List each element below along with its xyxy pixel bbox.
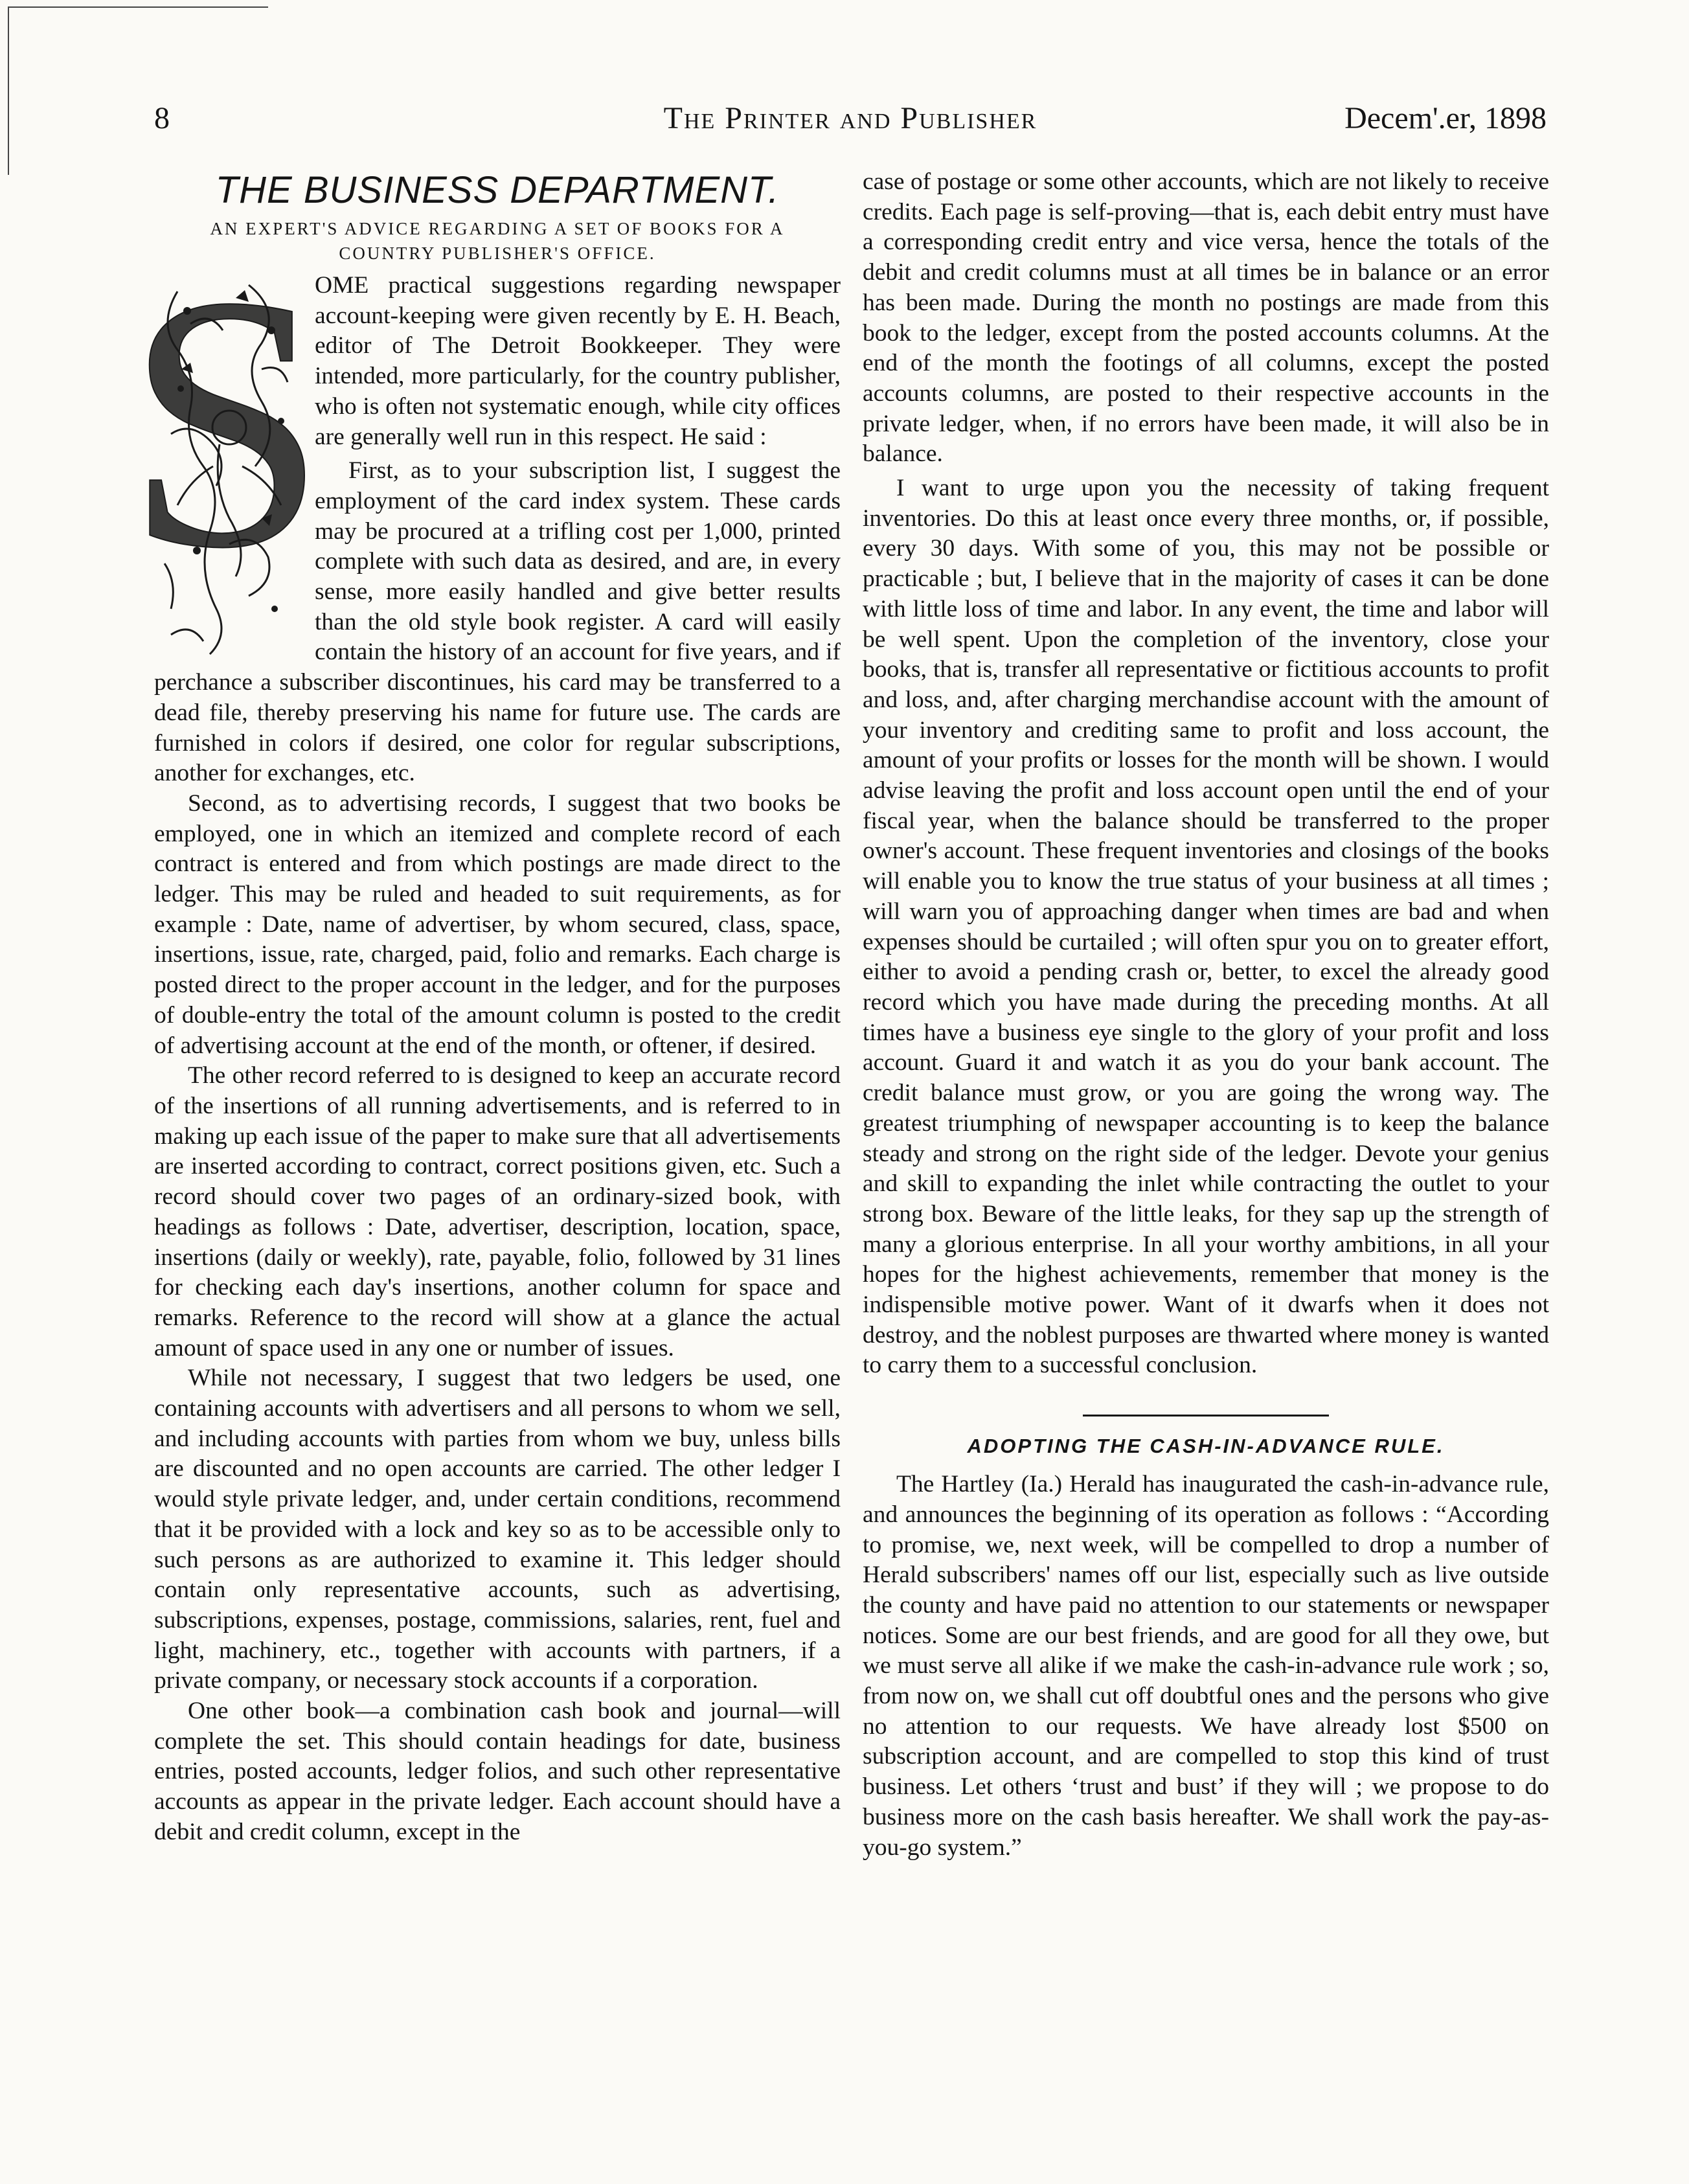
- publication-title: The Printer and Publisher: [663, 101, 1037, 135]
- page-number: 8: [154, 101, 170, 135]
- page-header: [154, 96, 1547, 141]
- scan-edge-top: [9, 6, 268, 8]
- section-divider: [1083, 1415, 1329, 1416]
- issue-date: Decem'.er, 1898: [1344, 101, 1547, 135]
- paragraph-4: The other record referred to is designed to keep an accurate record of the insertions of all running advertisements, and is referred to in making up each issue of the paper to make sure that all advertisements are inserted according to contract, correct positions given, etc. Such a record should cover two pages of an ordinary-sized book, with headings as follows : Date, advertiser, description, location, space, insertions (daily or weekly), rate, payable, folio, followed by 31 lines for checking each day's insertions, another column for space and remarks. Reference to the record will show at a glance the actual amount of space used in any one or number of issues.: [154, 1062, 841, 1361]
- paragraph-6-continued: case of postage or some other accounts, which are not likely to receive credits. Each page is self-proving—that is, each debit entry must have a corresponding credit entry and vice versa, hence the totals of the debit and credit columns must at all times be in balance or an error has been made. During the month no postings are made from this book to the ledger, except from the posted accounts columns. At the end of the month the footings of all columns, except the posted accounts columns, are posted to their respective accounts in the private ledger, when, if no errors have been made, it will also be in balance.: [863, 168, 1549, 468]
- article-subtitle: AN EXPERT'S ADVICE REGARDING A SET OF BOOKS FOR A COUNTRY PUBLISHER'S OFFICE.: [210, 219, 785, 263]
- paragraph-5: While not necessary, I suggest that two ledgers be used, one containing accounts with advertisers and all persons to whom we sell, and including accounts with parties from whom we buy, unless bills are discounted and no open accounts are carried. The other ledger I would style private ledger, and, under certain conditions, recommend that it be provided with a lock and key so as to be accessible only to such persons as are authorized to examine it. This ledger should contain only representative accounts, such as advertising, subscriptions, expenses, postage, commissions, salaries, rent, fuel and light, machinery, etc., together with accounts with partners, if a private company, or necessary stock accounts if a corporation.: [154, 1365, 841, 1694]
- left-column: [125, 167, 841, 1848]
- article-title: THE BUSINESS DEPARTMENT.: [215, 169, 780, 211]
- decorative-initial-s: [125, 222, 327, 661]
- scan-edge-left: [8, 6, 9, 175]
- article2-body: The Hartley (Ia.) Herald has inaugurated the cash-in-advance rule, and announces the beginning of its operation as follows : “According to promise, we, next week, will be compelled to drop a number of Herald subscribers' names off our list, especially such as live outside the county and have paid no attention to our statements or newspaper notices. Some are our best friends, and are good for all they owe, but we must serve all alike if we make the cash-in-advance rule work ; so, from now on, we shall cut off doubtful ones and the persons who give no attention to our requests. We have already lost $500 on subscription account, and are compelled to stop this kind of trust business. Let others ‘trust and bust’ if they will ; we propose to do business more on the cash basis hereafter. We shall work the pay-as-you-go system.”: [863, 1471, 1549, 1861]
- paragraph-3: Second, as to advertising records, I suggest that two books be employed, one in which an itemized and complete record of each contract is entered and from which postings are made direct to the ledger. This may be ruled and headed to suit requirements, as for example : Date, name of advertiser, by whom secured, class, space, insertions, issue, rate, charged, paid, folio and remarks. Each charge is posted direct to the proper account in the ledger, and for the purposes of double-entry the total of the amount column is posted to the credit of advertising account at the end of the month, or oftener, if desired.: [154, 790, 841, 1059]
- paragraph-2: First, as to your subscription list, I suggest the employment of the card index system. These cards may be procured at a trifling cost per 1,000, printed complete with such data as desired, and are, in every sense, more easily handled and give better results than the old style book register. A card will easily contain the history of an account for five years, and if perchance a subscriber discontinues, his card may be transferred to a dead file, thereby preserving his name for future use. The cards are furnished in colors if desired, one color for regular subscriptions, another for exchanges, etc.: [154, 457, 841, 787]
- paragraph-7: I want to urge upon you the necessity of taking frequent inventories. Do this at least once every three months, or, if possible, every 30 days. With some of you, this may not be possible or practicable ; but, I believe that in the majority of cases it can be done with little loss of time and labor. In any event, the time and labor will be well spent. Upon the completion of the inventory, close your books, that is, transfer all representative or fictitious accounts to profit and loss, and, after charging merchandise account with the amount of your inventory and crediting same to profit and loss account, the amount of your profits or losses for the month will be shown. I would advise leaving the profit and loss account open until the end of your fiscal year, when the balance should be transferred to the proper owner's account. These frequent inventories and closings of the books will enable you to know the true status of your business at all times ; will warn you of approaching danger when times are bad and when expenses should be curtailed ; will often spur you on to greater effort, either to avoid a pending crash or, better, to excel the already good record which you have made during the preceding months. At all times have a business eye single to the glory of your profit and loss account. Guard it and watch it as you do your bank account. The credit balance must grow, or you are going the wrong way. The greatest triumphing of newspaper accounting is to keep the balance steady and strong on the right side of the ledger. Devote your genius and skill to expanding the inlet while contracting the outlet to your strong box. Beware of the little leaks, for they sap up the strength of many a glorious enterprise. In all your worthy ambitions, in all your hopes for the highest achievements, remember that money is the indispensible motive power. Want of it dwarfs when it does not destroy, and the noblest purposes are thwarted where money is wanted to carry them to a successful conclusion.: [863, 475, 1549, 1379]
- right-column: [863, 167, 1549, 1863]
- paragraph-6: One other book—a combination cash book and journal—will complete the set. This should contain headings for date, business entries, posted accounts, ledger folios, and such other representative accounts as appear in the private ledger. Each account should have a debit and credit column, except in the: [154, 1698, 841, 1845]
- initial-letter: S: [125, 222, 327, 623]
- article2-title: ADOPTING THE CASH-IN-ADVANCE RULE.: [967, 1435, 1445, 1458]
- paragraph-1: OME practical suggestions regarding newspaper account-keeping were given recently by E. H. Beach, editor of The Detroit Bookkeeper. They were intended, more particularly, for the country publisher, who is often not systematic enough, while city offices are generally well run in this respect. He said :: [315, 272, 841, 450]
- ornament-initial-graphic: [125, 222, 327, 661]
